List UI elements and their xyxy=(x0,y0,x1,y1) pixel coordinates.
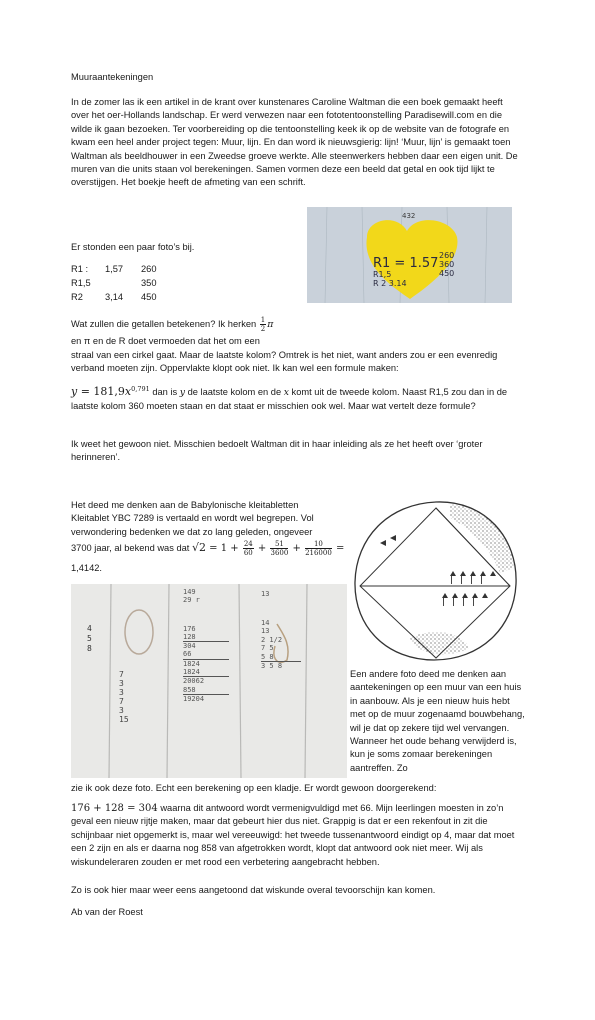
formula-exponent: 0,791 xyxy=(131,385,150,393)
side-paragraph: Een andere foto deed me denken aan aantekeningen op een muur van een huis in aanbouw. Als je een nieuw huis hebt met op de muur zogenaamd bouwbehang, wil je dat op zekere tijd wel vervangen. Wanneer het oude behang verwijderd is, kun je soms zomaar berekeningen aantreffen. Zo xyxy=(350,669,525,773)
calculation-paragraph xyxy=(71,802,523,869)
wall-column-a2: 7 3 3 7 3 15 xyxy=(119,670,129,724)
tablet-graphic xyxy=(350,498,522,664)
plus-sign: + xyxy=(289,542,305,554)
table-cell: 3,14 xyxy=(105,292,124,302)
fraction-denominator: 3600 xyxy=(270,549,289,557)
radius-table xyxy=(71,263,157,305)
table-cell: R1,5 xyxy=(71,278,91,288)
table-cell: 350 xyxy=(141,278,157,288)
formula-text-y: y xyxy=(179,387,185,399)
fraction-numerator: 51 xyxy=(270,540,288,549)
table-row xyxy=(71,277,157,291)
table-cell: 450 xyxy=(141,292,157,302)
calc-expression: 176 + 128 = 304 xyxy=(71,803,158,814)
table-cell: R2 xyxy=(71,292,83,302)
fraction-denominator: 2 xyxy=(260,325,266,333)
babylon-result: 1,4142. xyxy=(71,563,103,573)
fraction-1 xyxy=(243,540,254,557)
babylon-eq1: = 1 + xyxy=(205,542,242,554)
table-cell: 260 xyxy=(141,264,157,274)
formula-x: x xyxy=(124,385,132,399)
formula-text-x: x xyxy=(283,387,289,399)
calc-text: waarna dit antwoord wordt vermenigvuldigd met 66. Mijn leerlingen moesten in zo’n geval een nieuw rijtje maken, maar dat gebeurt hier dus niet. Grappig is dat er een rekenfout in zit die schijnbaar niet opgemerkt is, maar wel vereeuwigd: het tweede tussenantwoord eindigt op 4, maar dat moet een 2 zijn en als er daarna nog 858 van afgetrokken wordt, klopt dat antwoord ook niet meer. Wij als wiskundeleraren zouden er met rood een verbetering aangebracht hebben. xyxy=(71,803,515,867)
author: Ab van der Roest xyxy=(71,907,143,917)
question-text: Wat zullen die getallen betekenen? Ik herken xyxy=(71,318,259,329)
clay-tablet-drawing xyxy=(350,498,522,664)
wall-column-a: 4 5 8 xyxy=(87,624,92,653)
heart-number-2: 360 xyxy=(439,260,455,269)
question-rest: straal van een cirkel gaat. Maar de laatste kolom? Omtrek is het niet, want anders zou er een evenredig verband moeten zijn. Oppervlakte klopt ook niet. Ik kan wel een formule maken: xyxy=(71,350,498,374)
conclusion: Zo is ook hier maar weer eens aangetoond dat wiskunde overal tevoorschijn kan komen. xyxy=(71,885,436,895)
question-line xyxy=(71,316,301,333)
wall-column-b: 149 29 r 176 128 304 66 1824 1824 20062 858 19204 xyxy=(183,588,229,703)
wall-column-c: 13 14 13 2 1/2 7 5 5 8 3 5 8 xyxy=(261,590,301,671)
paragraph-3: Ik weet het gewoon niet. Misschien bedoelt Waltman dit in haar inleiding als ze het heeft over ‘groter herinneren’. xyxy=(71,439,483,463)
continue-line: zie ik ook deze foto. Echt een berekening op een kladje. Er wordt gewoon doorgerekend: xyxy=(71,783,437,793)
fraction-numerator: 10 xyxy=(305,540,332,549)
fraction-2 xyxy=(270,540,288,557)
formula-text-b: de laatste kolom en de xyxy=(185,387,284,398)
formula-y: y xyxy=(71,385,78,399)
article-title: Muuraantekeningen xyxy=(71,72,154,82)
fraction-denominator: 216000 xyxy=(305,549,332,557)
question-line-2: en π en de R doet vermoeden dat het om een xyxy=(71,336,260,346)
heart-line-1: R1 = 1.57 xyxy=(373,256,439,271)
babylon-paragraph: Het deed me denken aan de Babylonische kleitabletten Kleitablet YBC 7289 is vertaald en wordt wel begrepen. Vol verwondering bedenken we dat zo lang geleden, ongeveer xyxy=(71,500,314,537)
heart-photo xyxy=(307,207,512,303)
heart-line-2: R1,5 xyxy=(373,270,392,279)
heart-number-1: 260 xyxy=(439,251,455,260)
table-cell xyxy=(105,277,141,291)
heart-line-3: R 2 3.14 xyxy=(373,279,407,288)
wall-calculation-photo xyxy=(71,584,347,778)
pi-symbol: π xyxy=(267,318,274,330)
table-row xyxy=(71,263,157,277)
heart-number-3: 450 xyxy=(439,269,455,278)
fraction-numerator: 1 xyxy=(260,316,266,324)
heart-photo-graphic xyxy=(307,207,512,303)
babylon-line-start: 3700 jaar, al bekend was dat xyxy=(71,542,192,553)
formula-text-c: komt uit de tweede kolom. Naast R1,5 zou dan in de laatste kolom 360 moeten staan en dat staat er misschien ook wel. Maar wat vertelt deze formule? xyxy=(71,387,508,411)
photos-intro: Er stonden een paar foto’s bij. xyxy=(71,242,195,252)
heart-top-number: 432 xyxy=(402,212,416,220)
babylon-eq2: = xyxy=(332,542,345,554)
fraction-half xyxy=(260,316,266,333)
formula-coefficient: = 181,9 xyxy=(77,385,125,399)
table-cell: 1,57 xyxy=(105,264,124,274)
table-row xyxy=(71,291,157,305)
formula-text-a: dan is xyxy=(149,387,180,398)
plus-sign: + xyxy=(254,542,270,554)
babylon-formula-line xyxy=(71,540,351,557)
formula-paragraph xyxy=(71,383,523,413)
intro-paragraph: In de zomer las ik een artikel in de krant over kunstenares Caroline Waltman die een boek gemaakt heeft over het oer-Hollands landschap. Er werd verwezen naar een fototentoonstelling Paradisewill.com en die wilde ik gaan bezoeken. Ter voorbereiding op die tentoonstelling keek ik op de website van de fotografe en kwam een heel ander project tegen: Muur, lijn. En dan word ik nieuwsgierig: lijn! ‘Muur, lijn’ is gemaakt toen Waltman als beeldhouwer in een Zweedse groeve werkte. Alle steenwerkers hebben daar een eigen unit. De muren van die units staan vol berekeningen. Samen vormen deze een beeld dat getal en ook tijd lijkt te overstijgen. Het boekje heeft de afmeting van een schrift. xyxy=(71,97,518,188)
sqrt-two: √2 xyxy=(191,540,206,554)
fraction-3 xyxy=(305,540,332,557)
fraction-denominator: 60 xyxy=(243,549,253,557)
fraction-numerator: 24 xyxy=(243,540,253,548)
table-cell: R1 : xyxy=(71,264,89,274)
